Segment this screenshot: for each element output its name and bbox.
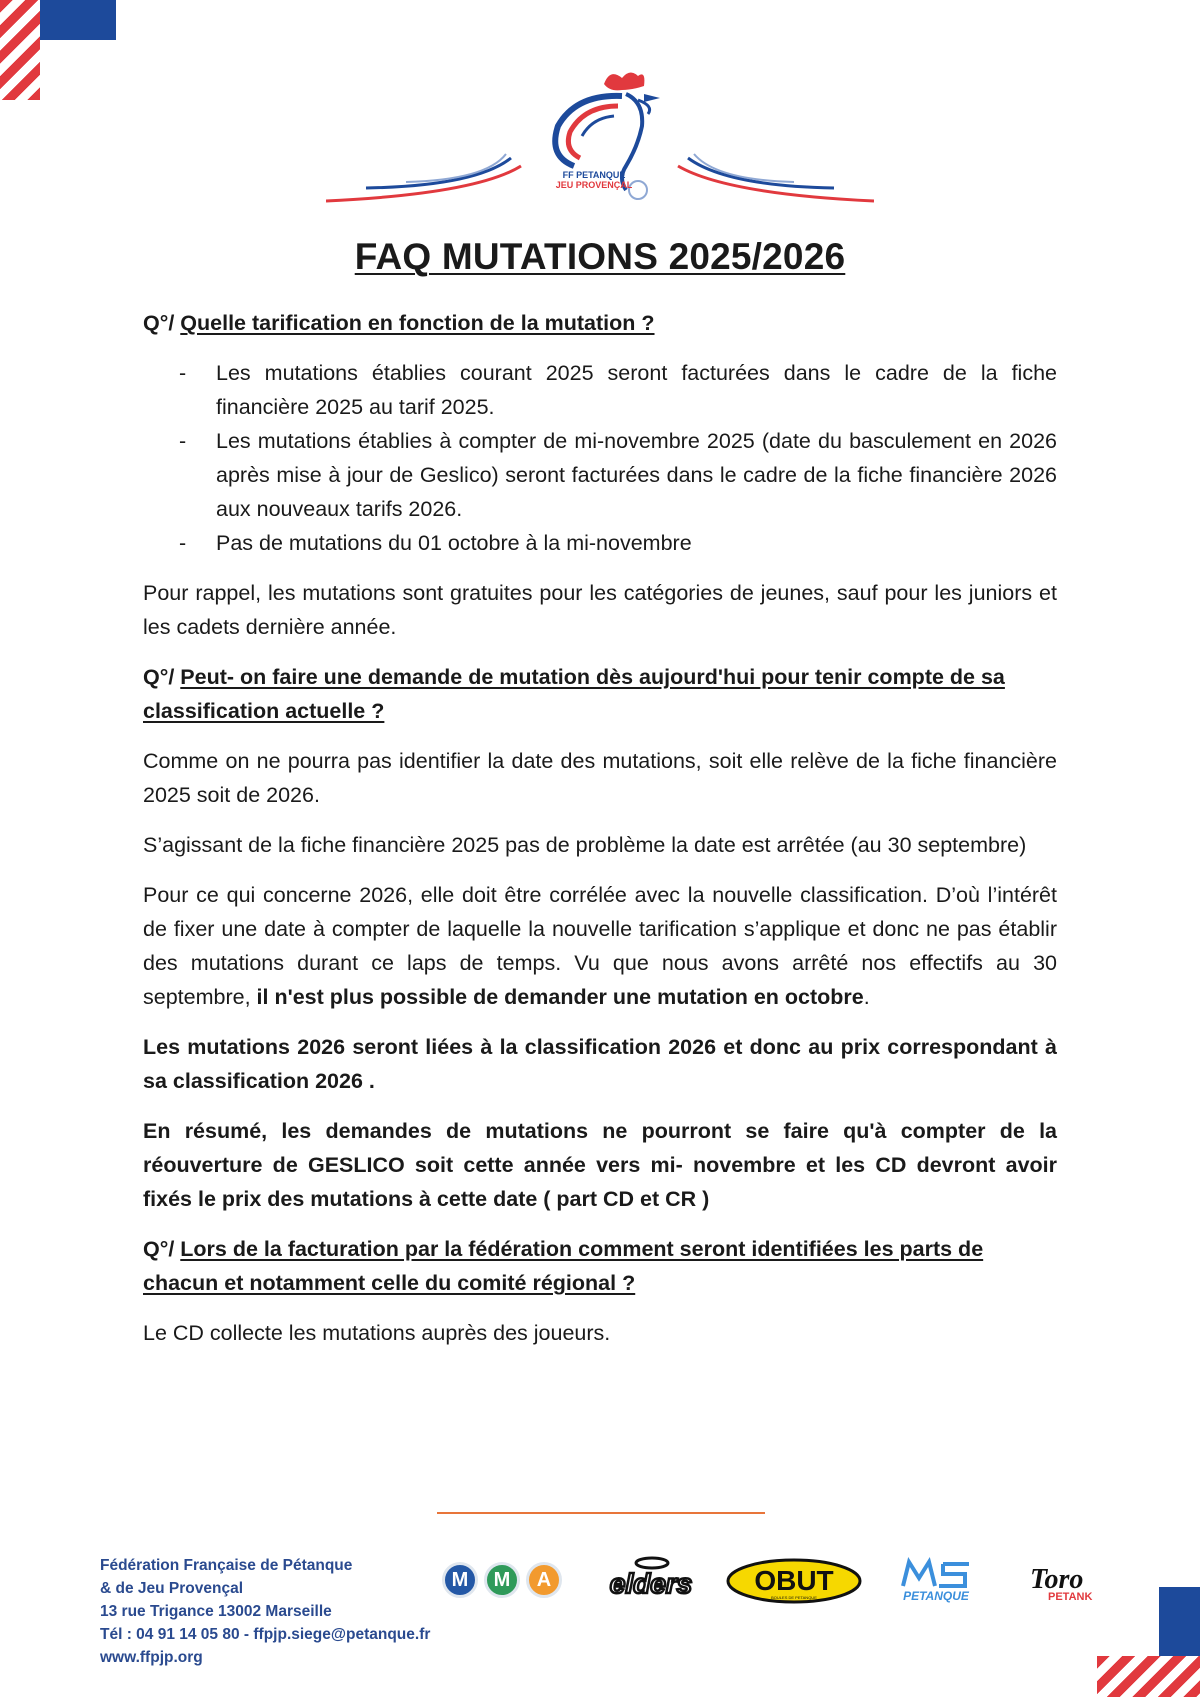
contact-line: Tél : 04 91 14 05 80 - ffpjp.siege@petanque.fr [100,1626,431,1643]
faq-question-3 [143,1232,1057,1300]
address-line: & de Jeu Provençal [100,1580,244,1597]
answer-paragraph: Pour rappel, les mutations sont gratuites pour les catégories de jeunes, sauf pour les juniors et les cadets dernière année. [143,581,1057,639]
question-text: Lors de la facturation par la fédération comment seront identifiées les parts de chacun et notamment celle du comité régional ? [143,1237,984,1295]
faq-content [143,306,1057,1366]
logo-line-2: JEU PROVENÇAL [555,180,633,190]
question-text: Quelle tarification en fonction de la mutation ? [180,311,655,335]
summary-paragraph: En résumé, les demandes de mutations ne pourront se faire qu'à compter de la réouverture de GESLICO soit cette année vers mi- novembre et les CD devront avoir fixés le prix des mutations à cette date ( part CD et CR ) [143,1119,1057,1211]
toro-wordmark: Toro [1030,1564,1084,1595]
mma-letter: M [442,1562,478,1598]
answer-paragraph: Comme on ne pourra pas identifier la date des mutations, soit elle relève de la fiche financière 2025 soit de 2026. [143,749,1057,807]
bullet-dash: - [179,429,187,453]
obut-tagline: BOULES DE PETANQUE [771,1595,817,1600]
ms-label: PETANQUE [903,1589,969,1603]
bullet-dash: - [179,361,187,385]
list-item-text: Les mutations établies courant 2025 seront facturées dans le cadre de la fiche financière 2025 au tarif 2025. [216,361,1057,419]
logo-text [554,170,634,190]
answer-paragraph [143,878,1057,1014]
answer-paragraph: S’agissant de la fiche financière 2025 pas de problème la date est arrêtée (au 30 septembre) [143,833,1027,857]
page-title: FAQ MUTATIONS 2025/2026 [354,236,846,277]
bullet-dash: - [179,531,187,555]
corner-striped-pattern [0,0,40,100]
footer-divider [437,1512,765,1514]
paragraph-text: . [863,985,870,1009]
elders-wordmark: elders [609,1568,693,1599]
question-text: Peut- on faire une demande de mutation dès aujourd'hui pour tenir compte de sa classification actuelle ? [143,665,1005,723]
list-item-text: Les mutations établies à compter de mi-novembre 2025 (date du basculement en 2026 après mise à jour de Geslico) seront facturées dans le cadre de la fiche financière 2026 aux nouveaux tarifs 2026. [216,429,1057,521]
website-link[interactable]: www.ffpjp.org [100,1649,203,1666]
faq-question-1 [143,306,1057,340]
mma-sponsor-logo [442,1562,562,1598]
list-item [143,356,1057,424]
paragraph-text: Pour ce qui concerne 2026, elle doit être corrélée avec la nouvelle classification. D’où l’intérêt de fixer une date à compter de laquelle la nouvelle tarification s’applique et donc ne pas établir des mutations durant ce laps de temps. Vu que nous avons arrêté nos effectifs au 30 septembre, [143,883,1057,1009]
logo-line-1: FF PETANQUE [562,170,626,180]
list-item-text: Pas de mutations du 01 octobre à la mi-novembre [216,531,692,555]
ffpjp-logo [326,66,874,206]
corner-striped-pattern [1097,1656,1200,1697]
obut-wordmark: OBUT [754,1565,834,1596]
answer-paragraph-bold: Les mutations 2026 seront liées à la classification 2026 et donc au prix correspondant à sa classification 2026 . [143,1035,1057,1093]
mma-letter: M [484,1562,520,1598]
ms-petanque-sponsor-logo [891,1556,981,1604]
mma-letter: A [526,1562,562,1598]
toro-subtitle: PETANK [1048,1591,1093,1603]
elders-sponsor-logo [604,1555,698,1603]
answer-paragraph: Le CD collecte les mutations auprès des joueurs. [143,1321,611,1345]
address-line: 13 rue Trigance 13002 Marseille [100,1603,332,1620]
federation-address [100,1554,430,1669]
address-line: Fédération Française de Pétanque [100,1557,353,1574]
list-item [143,424,1057,526]
paragraph-emphasis: il n'est plus possible de demander une mutation en octobre [256,985,864,1009]
question-prefix: Q°/ [143,665,181,689]
faq-question-2 [143,660,1057,728]
toro-petank-sponsor-logo [1026,1556,1104,1604]
question-prefix: Q°/ [143,1237,181,1261]
list-item [143,526,1057,560]
answer-bullet-list [143,356,1057,560]
question-prefix: Q°/ [143,311,181,335]
obut-sponsor-logo [726,1558,863,1604]
